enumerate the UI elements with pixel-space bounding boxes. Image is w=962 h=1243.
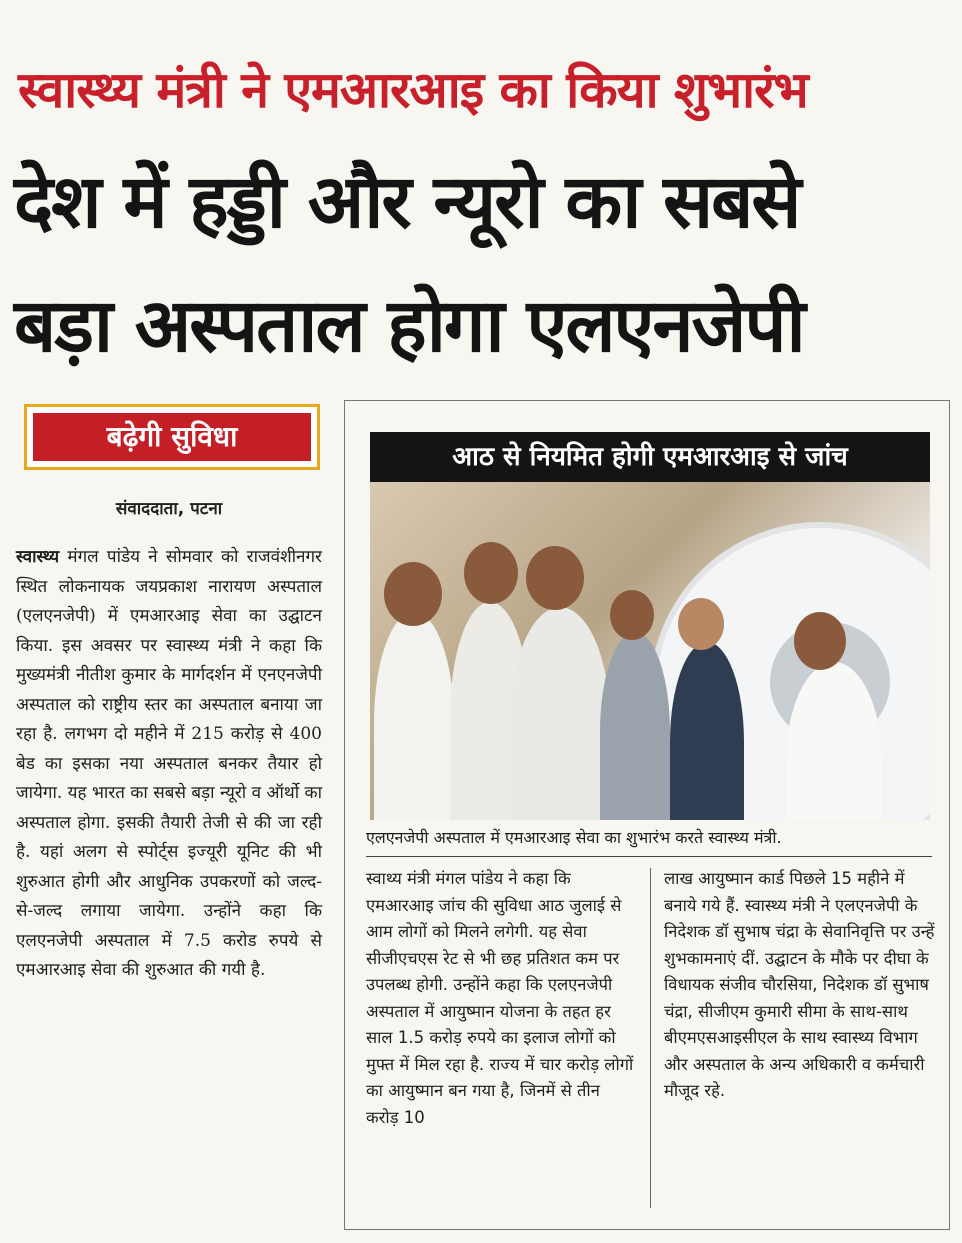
left-body-text: मंगल पांडेय ने सोमवार को राजवंशीनगर स्थित लोकनायक जयप्रकाश नारायण अस्पताल (एलएनजेपी) में एमआरआइ सेवा का उद्घाटन किया. इस अवसर पर स्वास्थ्य मंत्री ने कहा कि मुख्यमंत्री नीतीश कुमार के मार्गदर्शन में एनएनजेपी अस्पताल को राष्ट्रीय स्तर का अस्पताल बनाया जा रहा है. लगभग दो महीने में 215 करोड़ से 400 बेड का इसका नया अस्पताल बनकर तैयार हो जायेगा. यह भारत का सबसे बड़ा न्यूरो व ऑर्थो का अस्पताल होगा. इसकी तैयारी तेजी से की जा रही है. यहां अलग से स्पोर्ट्स इज्यूरी यूनिट की भी शुरुआत होगी और आधुनिक उपकरणों को जल्द-से-जल्द लगाया जायेगा. उन्होंने कहा कि एलएनजेपी अस्पताल में 7.5 करोड रुपये से एमआरआइ सेवा की शुरुआत की गयी है. <box>16 547 322 980</box>
news-photo <box>370 482 930 820</box>
photo-caption: एलएनजेपी अस्पताल में एमआरआइ सेवा का शुभारंभ करते स्वास्थ्य मंत्री. <box>366 826 932 857</box>
person-head-shape <box>610 590 654 640</box>
person-head-shape <box>526 546 584 610</box>
person-head-shape <box>384 562 442 626</box>
headline-line-2: बड़ा अस्पताल होगा एलएनजेपी <box>14 283 804 369</box>
section-badge-label: बढ़ेगी सुविधा <box>33 413 311 461</box>
person-head-shape <box>464 542 518 604</box>
section-badge <box>24 404 320 470</box>
person-head-shape <box>794 612 846 670</box>
person-shape <box>374 612 454 820</box>
kicker-headline: स्वास्थ्य मंत्री ने एमआरआइ का किया शुभारंभ <box>18 61 808 119</box>
person-head-shape <box>678 598 724 650</box>
article-body-left <box>16 543 322 986</box>
photo-heading: आठ से नियमित होगी एमआरआइ से जांच <box>370 432 930 482</box>
article-column-a: स्वाथ्य मंत्री मंगल पांडेय ने कहा कि एमआरआइ जांच की सुविधा आठ जुलाई से आम लोगों को मिलने लगेगी. यह सेवा सीजीएचएस रेट से भी छह प्रतिशत कम पर उपलब्ध होगी. उन्होंने कहा कि एलएनजेपी अस्पताल में आयुष्मान योजना के तहत हर साल 1.5 करोड़ रुपये का इलाज लोगों को मुफ्त में मिल रहा है. राज्य में चार करोड़ लोगों का आयुष्मान बन गया है, जिनमें से तीन करोड़ 10 <box>366 869 634 1127</box>
lead-word: स्वास्थ्य <box>16 547 60 567</box>
main-headline <box>14 140 950 388</box>
person-shape <box>510 607 610 820</box>
left-column <box>16 404 322 986</box>
byline: संवाददाता, पटना <box>115 499 223 519</box>
article-column-b: लाख आयुष्मान कार्ड पिछले 15 महीने में बनाये गये हैं. स्वास्थ्य मंत्री ने एलएनजेपी के निदेशक डॉ सुभाष चंद्रा के सेवानिवृत्ति पर उन्हें शुभकामनाएं दीं. उद्घाटन के मौके पर दीघा के विधायक संजीव चौरसिया, निदेशक डॉ सुभाष चंद्रा, सीजीएम कुमारी सीमा के साथ-साथ बीएमएसआइसीएल के साथ स्वास्थ्य विभाग और अस्पताल के अन्य अधिकारी व कर्मचारी मौजूद रहे. <box>664 869 935 1100</box>
column-divider <box>650 868 651 1208</box>
headline-line-1: देश में हड्डी और न्यूरो का सबसे <box>14 159 800 245</box>
person-shape <box>600 632 670 820</box>
